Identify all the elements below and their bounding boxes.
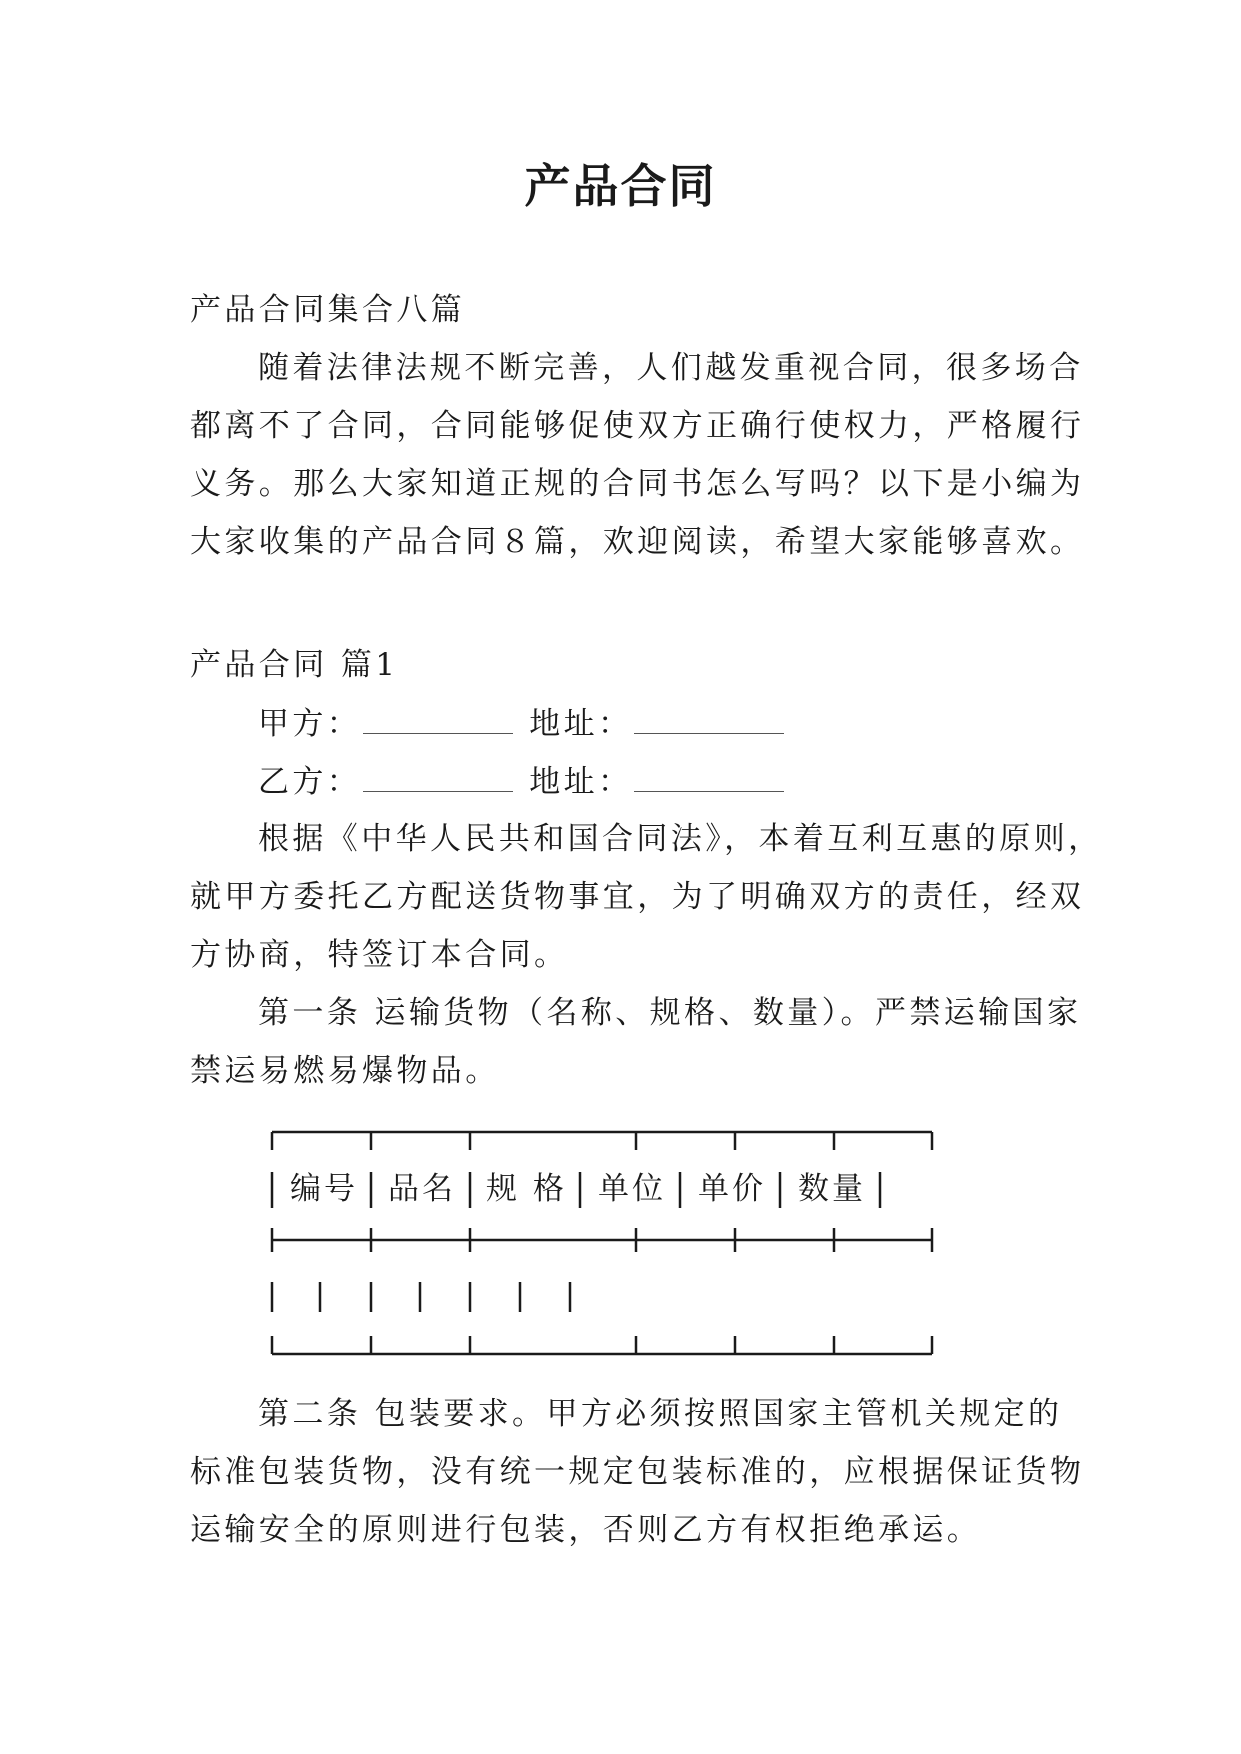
table-header-cell: 品名 <box>388 1171 456 1207</box>
intro-line: 都离不了合同，合同能够促使双方正确行使权力，严格履行 <box>190 408 1085 444</box>
table-header-cell: 单价 <box>698 1171 766 1207</box>
party-a-address-label: 地址： <box>529 706 633 742</box>
intro-line: 随着法律法规不断完善，人们越发重视合同，很多场合 <box>258 350 1084 386</box>
goods-table-grid <box>270 1126 934 1360</box>
party-b-name-blank <box>363 761 513 792</box>
article1-line: 第一条 运输货物（名称、规格、数量）。严禁运输国家 <box>258 995 1082 1031</box>
intro-line: 大家收集的产品合同８篇，欢迎阅读，希望大家能够喜欢。 <box>190 524 1085 560</box>
intro-line: 义务。那么大家知道正规的合同书怎么写吗？以下是小编为 <box>190 466 1085 502</box>
party-b-address-blank <box>634 761 784 792</box>
party-a-row <box>258 703 794 744</box>
party-a-address-blank <box>634 703 784 734</box>
article2-line: 标准包装货物，没有统一规定包装标准的，应根据保证货物 <box>190 1454 1085 1490</box>
basis-line: 就甲方委托乙方配送货物事宜，为了明确双方的责任，经双 <box>190 879 1085 915</box>
section-heading: 产品合同 篇1 <box>190 647 399 683</box>
party-a-name-blank <box>363 703 513 734</box>
party-b-address-label: 地址： <box>529 764 633 800</box>
article2-line: 运输安全的原则进行包装，否则乙方有权拒绝承运。 <box>190 1512 982 1548</box>
document-title: 产品合同 <box>524 159 717 213</box>
party-b-label: 乙方： <box>258 764 362 800</box>
table-header-cell: 数量 <box>798 1171 866 1207</box>
basis-line: 根据《中华人民共和国合同法》，本着互利互惠的原则， <box>258 821 1103 857</box>
article1-line: 禁运易燃易爆物品。 <box>190 1053 500 1089</box>
party-b-row <box>258 761 794 802</box>
table-header-cell: 编号 <box>290 1171 358 1207</box>
article2-line: 第二条 包装要求。甲方必须按照国家主管机关规定的 <box>258 1396 1063 1432</box>
basis-line: 方协商，特签订本合同。 <box>190 937 569 973</box>
table-header-cell: 单位 <box>598 1171 666 1207</box>
collection-subtitle: 产品合同集合八篇 <box>190 292 466 328</box>
goods-table <box>270 1126 934 1360</box>
table-header-cell: 规 格 <box>486 1171 567 1207</box>
party-a-label: 甲方： <box>258 706 362 742</box>
